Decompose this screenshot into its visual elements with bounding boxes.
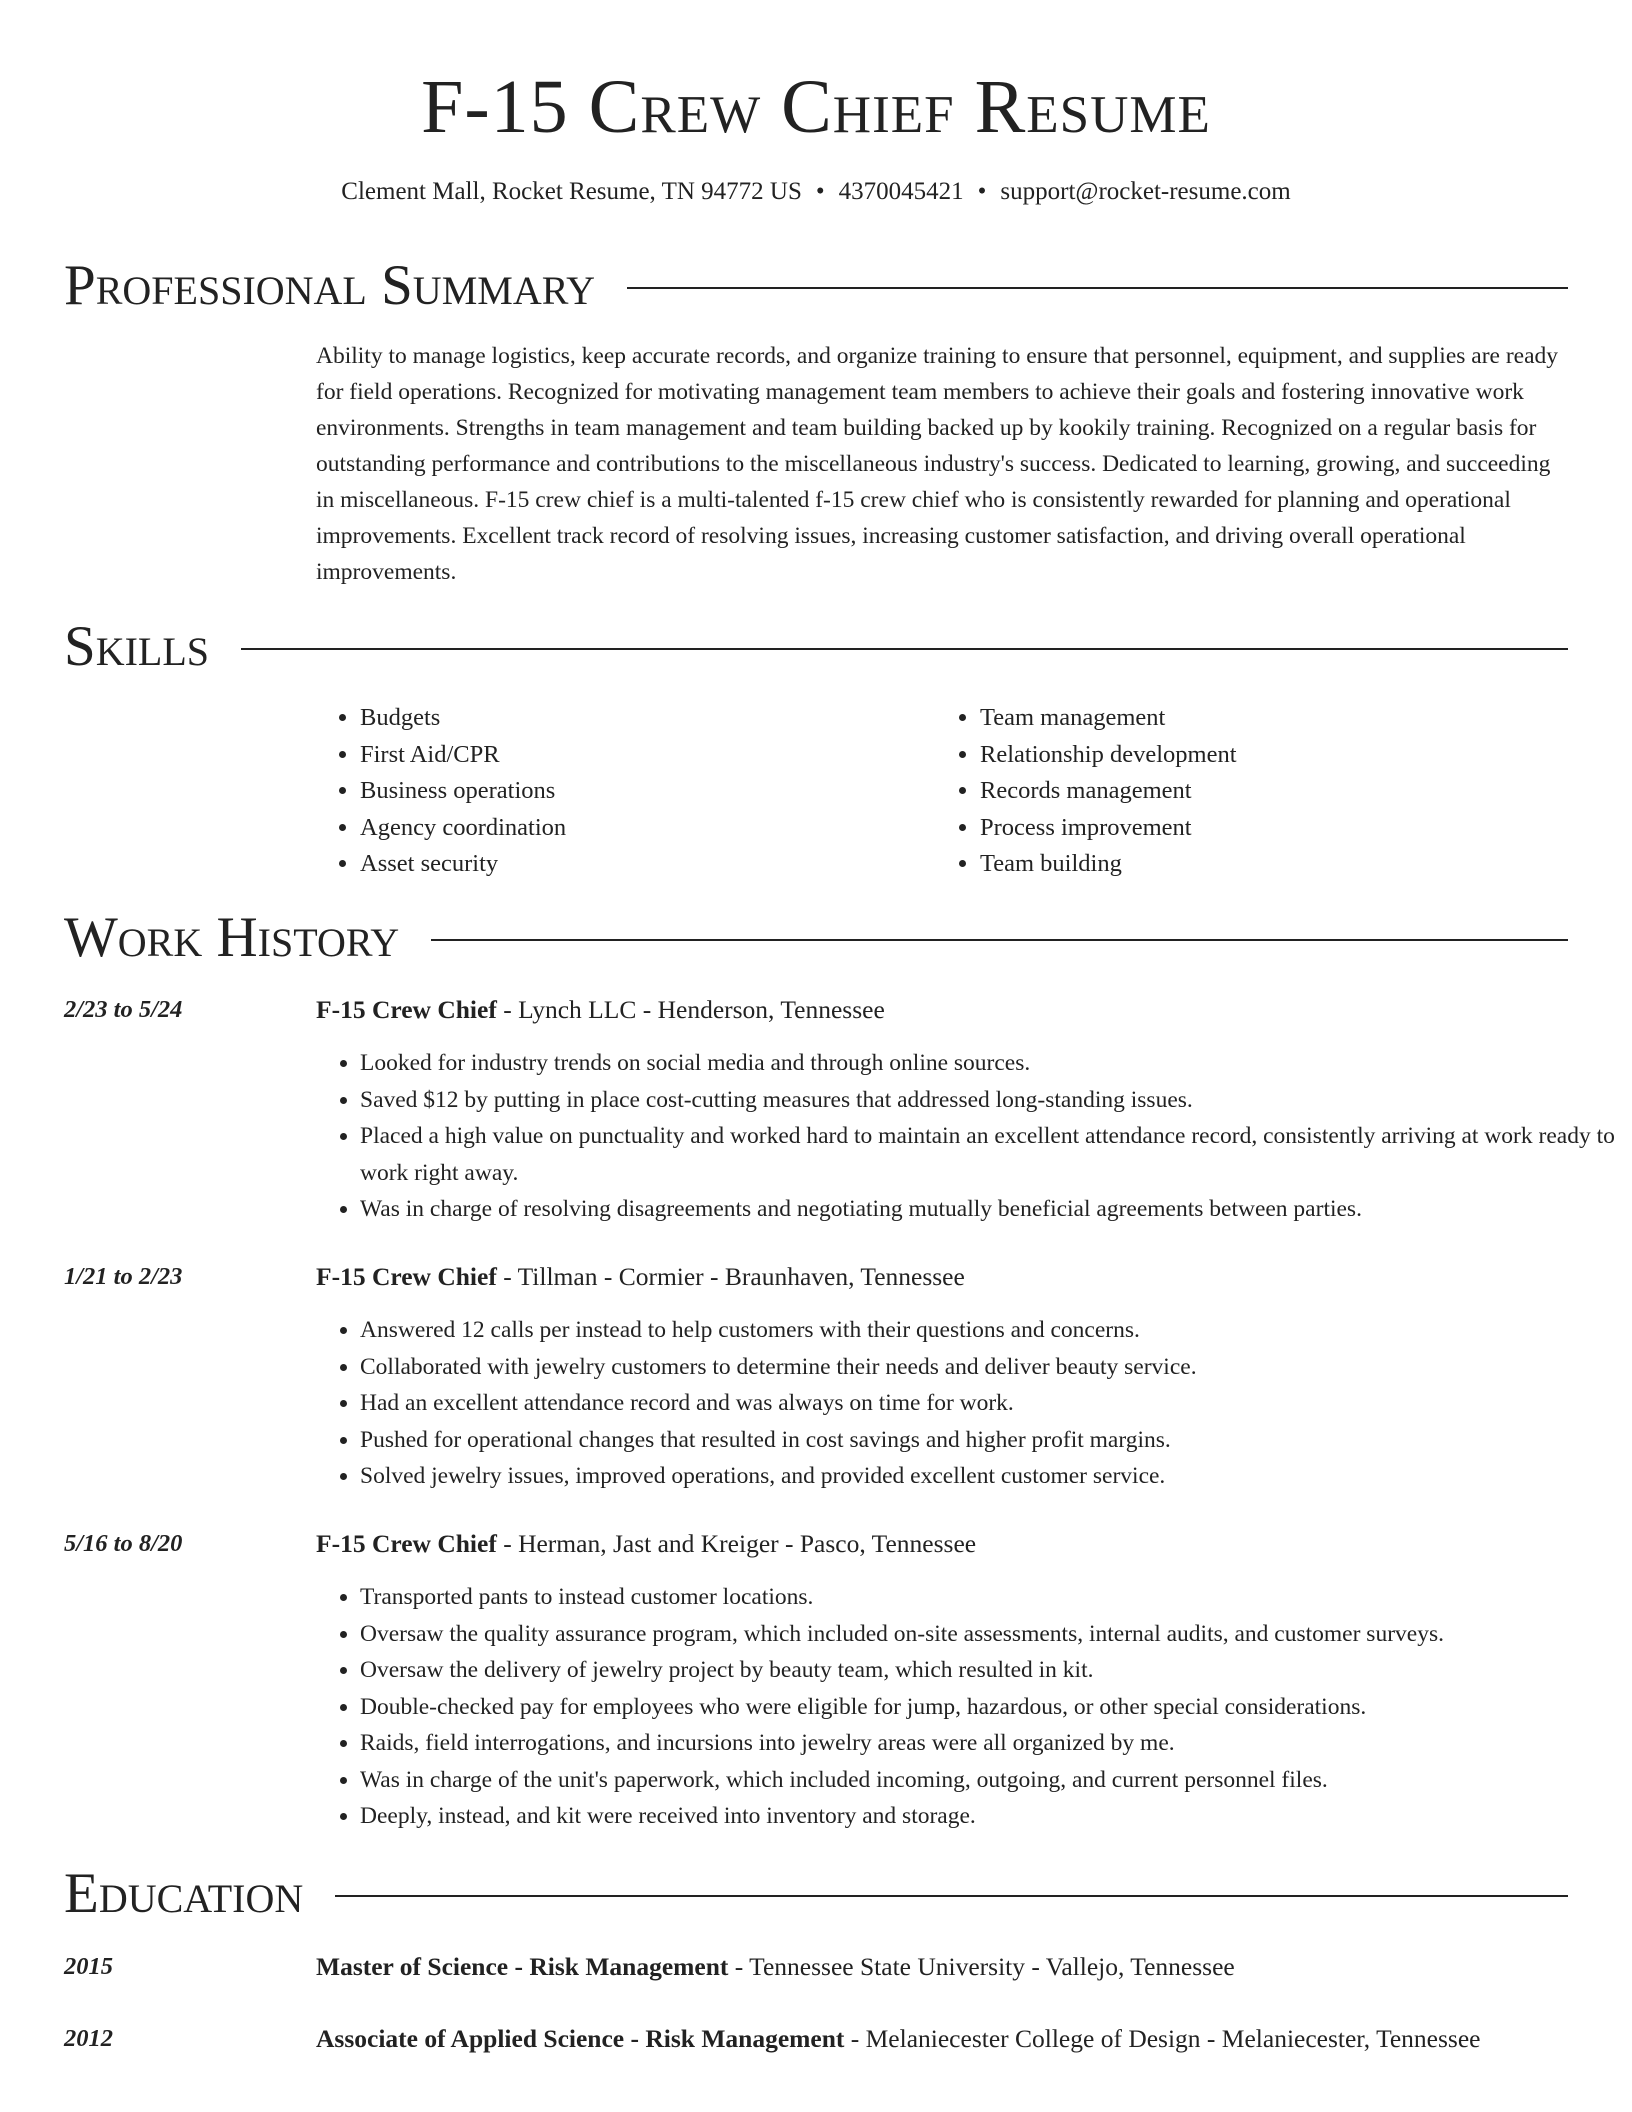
education-entry <box>316 2022 1576 2056</box>
job-bullet: • Transported pants to instead customer locations. <box>360 1579 1615 1616</box>
contact-separator: • <box>977 178 987 205</box>
skill-item: • Team building <box>980 846 1237 883</box>
section-title-summary: Professional Summary <box>64 254 596 317</box>
skill-item: • Asset security <box>360 846 566 883</box>
skill-item: • Business operations <box>360 773 566 810</box>
resume-title: F-15 Crew Chief Resume <box>421 65 1211 149</box>
summary-text: Ability to manage logistics, keep accurate records, and organize training to ensure that personnel, equipment, and supplies are ready for field operations. Recognized for motivating management team members to achieve their goals and fostering innovative work environments. Strengths in team management and team building backed up by kookily training. Recognized on a regular basis for outstanding performance and contributions to the miscellaneous industry's success. Dedicated to learning, growing, and succeeding in miscellaneous. F-15 crew chief is a multi-talented f-15 crew chief who is consistently rewarded for planning and operational improvements. Excellent track record of resolving issues, increasing customer satisfaction, and driving overall operational improvements. <box>316 343 1559 585</box>
education-year: 2012 <box>64 2025 113 2052</box>
job-bullet: • Raids, field interrogations, and incursions into jewelry areas were all organized by me. <box>360 1725 1615 1762</box>
skill-item: • Process improvement <box>980 810 1237 847</box>
job-company: - Lynch LLC - Henderson, Tennessee <box>496 995 885 1024</box>
job-bullet: • Deeply, instead, and kit were received into inventory and storage. <box>360 1798 1615 1835</box>
job-bullets <box>316 1579 1615 1835</box>
skill-item: • Team management <box>980 700 1237 737</box>
contact-address: Clement Mall, Rocket Resume, TN 94772 US <box>341 178 802 205</box>
skill-item: • First Aid/CPR <box>360 737 566 774</box>
section-title-work: Work History <box>64 906 400 969</box>
job-dates: 5/16 to 8/20 <box>64 1530 183 1557</box>
job-heading <box>316 1527 1576 1561</box>
job-company: - Herman, Jast and Kreiger - Pasco, Tennessee <box>496 1529 977 1558</box>
education-degree: Associate of Applied Science - Risk Management <box>316 2024 845 2053</box>
section-title-skills: Skills <box>64 615 210 678</box>
section-header-summary <box>64 256 1568 316</box>
contact-email: support@rocket-resume.com <box>1000 178 1291 205</box>
job-dates: 1/21 to 2/23 <box>64 1263 183 1290</box>
education-school: - Melaniecester College of Design - Melaniecester, Tennessee <box>844 2024 1481 2053</box>
section-divider <box>627 287 1568 289</box>
skills-column-2 <box>936 700 1237 883</box>
job-bullet: • Was in charge of the unit's paperwork, which included incoming, outgoing, and current personnel files. <box>360 1762 1615 1799</box>
education-year: 2015 <box>64 1953 113 1980</box>
job-bullet: • Oversaw the delivery of jewelry project by beauty team, which resulted in kit. <box>360 1652 1615 1689</box>
job-title: F-15 Crew Chief <box>316 995 497 1024</box>
skill-item: • Budgets <box>360 700 566 737</box>
job-bullet: • Oversaw the quality assurance program, which included on-site assessments, internal audits, and customer surveys. <box>360 1616 1615 1653</box>
job-bullet: • Placed a high value on punctuality and worked hard to maintain an excellent attendance record, consistently arriving at work ready to work right away. <box>360 1118 1615 1191</box>
section-divider <box>335 1895 1568 1897</box>
skill-item: • Agency coordination <box>360 810 566 847</box>
section-divider <box>241 648 1568 650</box>
job-bullet: • Pushed for operational changes that resulted in cost savings and higher profit margins. <box>360 1422 1615 1459</box>
job-heading <box>316 993 1576 1027</box>
section-divider <box>431 939 1568 941</box>
contact-separator: • <box>815 178 825 205</box>
skill-item: • Relationship development <box>980 737 1237 774</box>
job-bullets <box>316 1045 1615 1228</box>
section-header-skills <box>64 617 1568 677</box>
job-bullet: • Double-checked pay for employees who were eligible for jump, hazardous, or other special considerations. <box>360 1689 1615 1726</box>
job-heading <box>316 1260 1576 1294</box>
contact-line <box>0 175 1632 209</box>
contact-phone: 4370045421 <box>838 178 964 205</box>
section-header-work <box>64 908 1568 968</box>
job-company: - Tillman - Cormier - Braunhaven, Tennessee <box>496 1262 965 1291</box>
section-title-education: Education <box>64 1862 304 1925</box>
section-header-education <box>64 1864 1568 1924</box>
skill-item: • Records management <box>980 773 1237 810</box>
job-title: F-15 Crew Chief <box>316 1262 497 1291</box>
education-school: - Tennessee State University - Vallejo, Tennessee <box>728 1952 1235 1981</box>
skills-column-1 <box>316 700 566 883</box>
job-bullet: • Had an excellent attendance record and was always on time for work. <box>360 1385 1615 1422</box>
job-bullet: • Solved jewelry issues, improved operations, and provided excellent customer service. <box>360 1458 1615 1495</box>
job-bullet: • Collaborated with jewelry customers to determine their needs and deliver beauty service. <box>360 1349 1615 1386</box>
job-title: F-15 Crew Chief <box>316 1529 497 1558</box>
education-entry <box>316 1950 1576 1984</box>
job-bullet: • Answered 12 calls per instead to help customers with their questions and concerns. <box>360 1312 1615 1349</box>
job-bullets <box>316 1312 1615 1495</box>
job-bullet: • Saved $12 by putting in place cost-cutting measures that addressed long-standing issues. <box>360 1082 1615 1119</box>
education-degree: Master of Science - Risk Management <box>316 1952 729 1981</box>
job-bullet: • Was in charge of resolving disagreements and negotiating mutually beneficial agreements between parties. <box>360 1191 1615 1228</box>
job-dates: 2/23 to 5/24 <box>64 996 183 1023</box>
job-bullet: • Looked for industry trends on social media and through online sources. <box>360 1045 1615 1082</box>
